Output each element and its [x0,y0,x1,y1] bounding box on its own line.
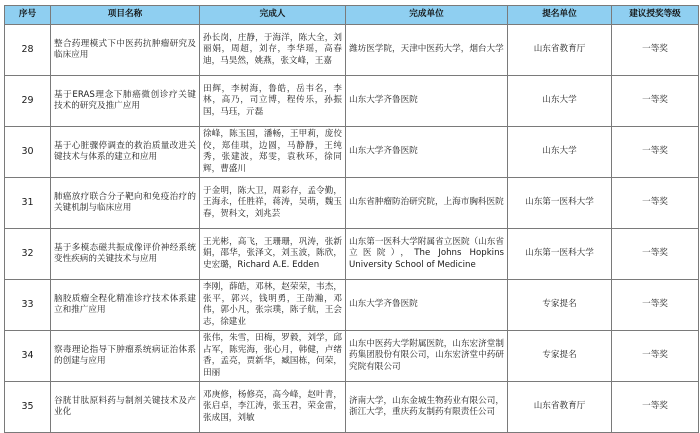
table-row [5,229,699,280]
nominating-unit: 专家提名 [508,280,612,331]
header-unit: 完成单位 [346,6,508,25]
completing-unit: 山东大学齐鲁医院 [346,127,508,178]
row-number: 31 [5,178,51,229]
completers: 张伟，朱雪，田梅，罗毅，刘学，邱占军，陈宪海，张心月，韩健，卢绪香，孟亮，贾新华，臧国栋，何荣，田丽 [200,331,346,382]
header-grade: 建议授奖等级 [612,6,699,25]
table-row [5,331,699,382]
nominating-unit: 山东大学 [508,127,612,178]
completers: 李刚，薛皓，邓林，赵荣荣，韦杰，张平，郭兴，钱明勇，王劭瀚，邓伟，郭小凡，张宗璞，陈子航，王会志，徐建业 [200,280,346,331]
award-grade: 一等奖 [612,178,699,229]
table-row [5,127,699,178]
award-grade: 一等奖 [612,280,699,331]
award-table [4,5,699,433]
table-row [5,76,699,127]
award-grade: 一等奖 [612,229,699,280]
project-name: 基于ERAS理念下肺癌微创诊疗关键技术的研究及推广应用 [51,76,200,127]
completers: 徐峰，陈玉国，潘畅，王甲莉，庞佼佼，郑佳琪，边圆，马静静，王纯秀，张建波，郑雯，袁秋环，徐同辉，曹盛川 [200,127,346,178]
completers: 孙长岗，庄静，于海洋，陈大全，刘丽娟，周超，刘存，李华瑶，高春迪，马昊然，姚燕，张文峰，王嘉 [200,25,346,76]
row-number: 29 [5,76,51,127]
project-name: 察毒理论指导下肿瘤系统病证治体系的创建与应用 [51,331,200,382]
completing-unit: 山东中医药大学附属医院，山东宏济堂制药集团股份有限公司，山东宏济堂中药研究院有限公司 [346,331,508,382]
project-name: 基于多模态磁共振成像评价神经系统变性疾病的关键技术与应用 [51,229,200,280]
table-row [5,178,699,229]
nominating-unit: 山东省教育厅 [508,382,612,433]
completing-unit: 山东大学齐鲁医院 [346,76,508,127]
header-people: 完成人 [200,6,346,25]
header-nominator: 提名单位 [508,6,612,25]
completing-unit: 济南大学，山东金城生物药业有限公司，浙江大学，重庆药友制药有限责任公司 [346,382,508,433]
completing-unit: 山东省肿瘤防治研究院，上海市胸科医院 [346,178,508,229]
row-number: 32 [5,229,51,280]
completers: 王光彬，高飞，王珊珊，巩涛，张新娟，邵华，张泽文，刘玉波，陈欣，史宏璐，Richard A.E. Edden [200,229,346,280]
row-number: 35 [5,382,51,433]
project-name: 脑胶质瘤全程化精准诊疗技术体系建立和推广应用 [51,280,200,331]
completers: 于金明，陈大卫，周彩存，孟令勤，王海永，任胜祥，蒋涛，吴萌，魏玉春，贺科文，刘兆芸 [200,178,346,229]
project-name: 谷胱甘肽原料药与制剂关键技术及产业化 [51,382,200,433]
nominating-unit: 山东第一医科大学 [508,229,612,280]
project-name: 整合药理模式下中医药抗肿瘤研究及临床应用 [51,25,200,76]
award-grade: 一等奖 [612,76,699,127]
header-project: 项目名称 [51,6,200,25]
completing-unit: 山东大学齐鲁医院 [346,280,508,331]
award-grade: 一等奖 [612,382,699,433]
row-number: 33 [5,280,51,331]
nominating-unit: 专家提名 [508,331,612,382]
nominating-unit: 山东省教育厅 [508,25,612,76]
row-number: 30 [5,127,51,178]
project-name: 基于心脏骤停调查的救治质量改进关键技术与体系的建立和应用 [51,127,200,178]
award-list-page [4,5,698,433]
table-row [5,25,699,76]
row-number: 28 [5,25,51,76]
header-number: 序号 [5,6,51,25]
project-name: 肺癌放疗联合分子靶向和免疫治疗的关键机制与临床应用 [51,178,200,229]
completers: 邓庚修，杨修亮，高今峰，赵叶青，张启卓，李江涛，张玉君，荣金雷，张成国，刘敏 [200,382,346,433]
completers: 田辉，李树海，鲁皓，岳韦名，李林，高乃，司立博，程传乐，孙振国，马珏，亓磊 [200,76,346,127]
award-grade: 一等奖 [612,25,699,76]
nominating-unit: 山东第一医科大学 [508,178,612,229]
award-grade: 一等奖 [612,331,699,382]
table-row [5,382,699,433]
completing-unit: 山东第一医科大学附属省立医院（山东省立医院），The Johns Hopkins University School of Medicine [346,229,508,280]
row-number: 34 [5,331,51,382]
nominating-unit: 山东大学 [508,76,612,127]
table-row [5,280,699,331]
table-header-row [5,6,699,25]
award-grade: 一等奖 [612,127,699,178]
completing-unit: 潍坊医学院，天津中医药大学，烟台大学 [346,25,508,76]
